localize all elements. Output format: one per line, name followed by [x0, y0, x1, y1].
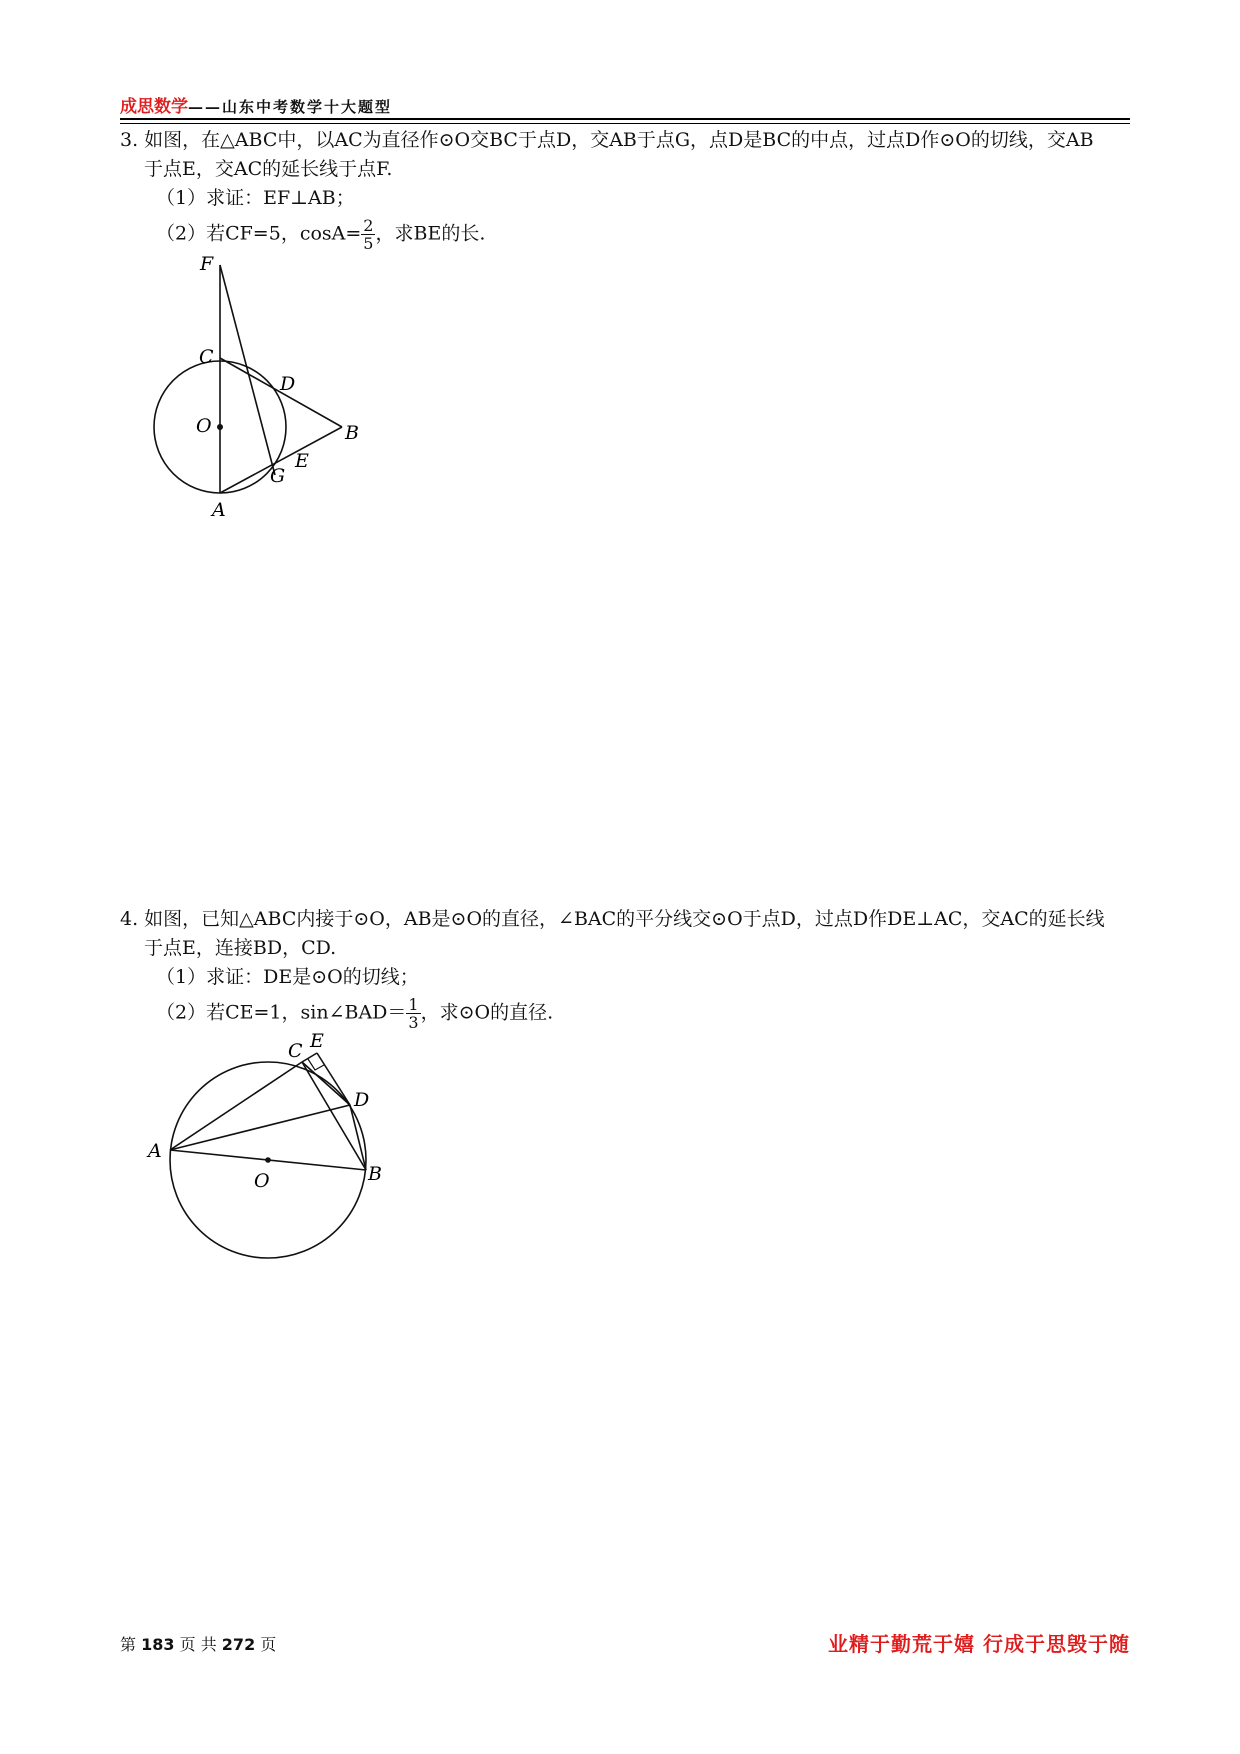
- problem-3-question-2: [120, 217, 1130, 252]
- label-a: A: [212, 499, 226, 521]
- label-b: B: [345, 422, 359, 444]
- fraction-denominator: 5: [363, 234, 374, 253]
- problem-3-statement-line2: 于点E，交AC的延长线于点F.: [144, 158, 393, 180]
- q2-text-post: ，求BE的长.: [375, 222, 486, 245]
- header-rule-thick: [120, 118, 1130, 120]
- line-ad: [170, 1105, 350, 1150]
- figure-problem-3: [140, 250, 380, 525]
- label-o: O: [254, 1170, 270, 1192]
- center-o-dot: [217, 424, 223, 430]
- label-b: B: [368, 1163, 382, 1185]
- problem-4-statement-line1: 4. 如图，已知△ABC内接于⊙O，AB是⊙O的直径，∠BAC的平分线交⊙O于点D，过点D作DE⊥AC，交AC的延长线: [120, 908, 1105, 930]
- label-a: A: [148, 1140, 162, 1162]
- q2-text-pre: （2）若CE=1，sin∠BAD＝: [156, 1001, 407, 1024]
- label-d: D: [280, 373, 296, 395]
- brand-title: 成思数学: [120, 97, 188, 117]
- label-f: F: [200, 253, 214, 275]
- label-o: O: [196, 415, 212, 437]
- fraction: [361, 217, 375, 252]
- label-d: D: [354, 1089, 370, 1111]
- page-current: 183: [141, 1635, 175, 1654]
- label-c: C: [199, 346, 214, 368]
- problem-3-question-1: （1）求证：EF⊥AB；: [156, 187, 355, 209]
- label-e: E: [295, 450, 309, 472]
- fraction-numerator: 2: [363, 216, 374, 235]
- label-c: C: [288, 1040, 303, 1062]
- page-prefix: 第: [120, 1635, 137, 1654]
- problem-3: [120, 126, 1130, 252]
- page-number: [120, 1632, 276, 1655]
- q2-text-pre: （2）若CF=5，cosA=: [156, 222, 362, 245]
- footer-motto: 业精于勤荒于嬉 行成于思毁于随: [828, 1632, 1130, 1656]
- fraction-denominator: 3: [408, 1013, 419, 1032]
- line-fe: [220, 265, 275, 475]
- problem-4-question-1: （1）求证：DE是⊙O的切线；: [156, 966, 419, 988]
- problem-4-statement-line2: 于点E，连接BD，CD.: [144, 937, 337, 959]
- problem-3-statement-line1: 3. 如图，在△ABC中，以AC为直径作⊙O交BC于点D，交AB于点G，点D是BC的中点，过点D作⊙O的切线，交AB: [120, 129, 1094, 151]
- header-subtitle: ——山东中考数学十大题型: [188, 98, 393, 116]
- label-g: G: [270, 465, 286, 487]
- page-suffix: 页: [260, 1635, 277, 1654]
- center-o-dot: [265, 1157, 271, 1163]
- line-ac: [170, 1062, 302, 1150]
- header-rule-thin: [120, 123, 1130, 124]
- figure-problem-4: [140, 1025, 400, 1265]
- fraction-numerator: 1: [408, 995, 419, 1014]
- page-total: 272: [221, 1635, 256, 1654]
- label-e: E: [310, 1030, 324, 1052]
- page-mid: 页 共: [179, 1635, 217, 1654]
- q2-text-post: ，求⊙O的直径.: [420, 1001, 554, 1024]
- problem-4: [120, 905, 1130, 1031]
- fraction: [406, 996, 420, 1031]
